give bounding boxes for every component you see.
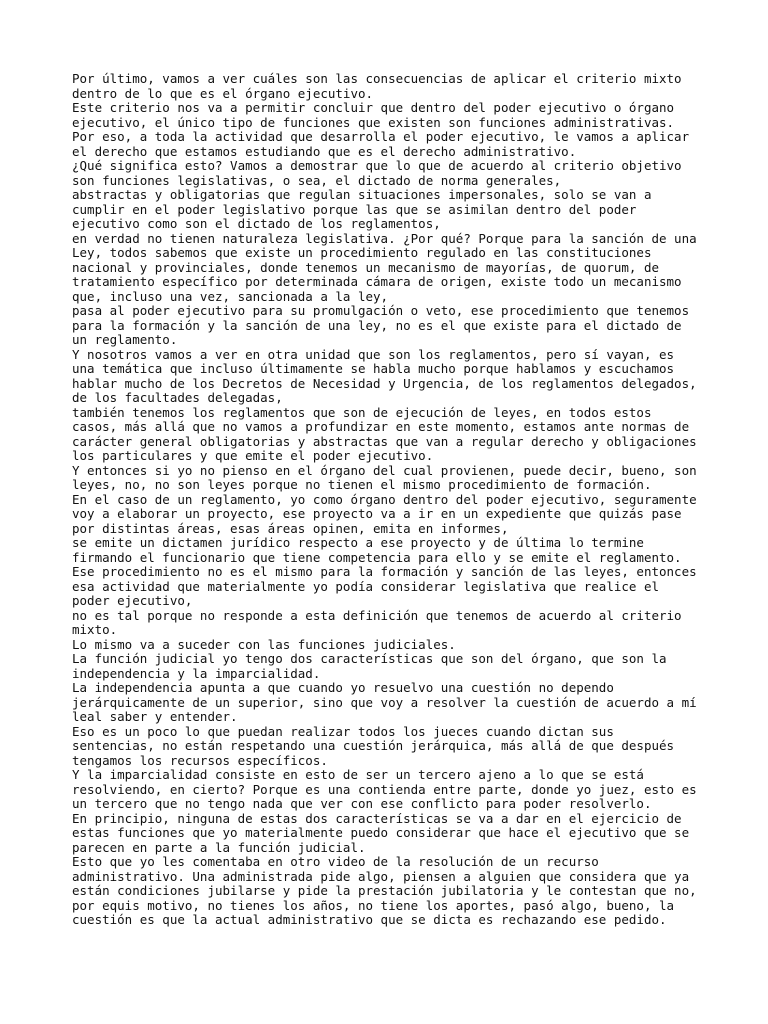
document-page: [72, 72, 712, 928]
paragraph-18: Eso es un poco lo que puedan realizar todos los jueces cuando dictan sus sentencias, no están respetando una cuestión jerárquica, más allá de que después tengamos los recursos específicos.: [72, 723, 675, 768]
paragraph-12: se emite un dictamen jurídico respecto a ese proyecto y de última lo termine firmando el funcionario que tiene competencia para ello y se emite el reglamento.: [72, 535, 682, 565]
paragraph-1: Por último, vamos a ver cuáles son las consecuencias de aplicar el criterio mixto dentro de lo que es el órgano ejecutivo.: [72, 71, 682, 101]
paragraph-13: Ese procedimiento no es el mismo para la formación y sanción de las leyes, entonces esa actividad que materialmente yo podía considerar legislativa que realice el poder ejecutivo,: [72, 564, 697, 608]
paragraph-5: abstractas y obligatorias que regulan situaciones impersonales, solo se van a cumplir en el poder legislativo porque las que se asimilan dentro del poder ejecutivo como son el dictado de los reglamentos,: [72, 187, 652, 231]
paragraph-8: Y nosotros vamos a ver en otra unidad que son los reglamentos, pero sí vayan, es una temática que incluso últimamente se habla mucho porque hablamos y escuchamos hablar mucho de los Decretos de Necesidad y Urgencia, de los reglamentos delegados, de los facultades delegadas,: [72, 346, 697, 405]
paragraph-15: Lo mismo va a suceder con las funciones judiciales.: [72, 636, 456, 652]
paragraph-9: también tenemos los reglamentos que son de ejecución de leyes, en todos estos casos, más allá que no vamos a profundizar en este momento, estamos ante normas de carácter general obligatorias y abstractas que van a regular derecho y obligaciones los particulares y que emite el poder ejecutivo.: [72, 404, 697, 463]
paragraph-2: Este criterio nos va a permitir concluir que dentro del poder ejecutivo o órgano ejecutivo, el único tipo de funciones que existen son funciones administrativas.: [72, 100, 675, 130]
paragraph-3: Por eso, a toda la actividad que desarrolla el poder ejecutivo, le vamos a aplicar el derecho que estamos estudiando que es el derecho administrativo.: [72, 129, 690, 159]
paragraph-11: En el caso de un reglamento, yo como órgano dentro del poder ejecutivo, seguramente voy a elaborar un proyecto, ese proyecto va a ir en un expediente que quizás pase por distintas áreas, esas áreas opinen, emita en informes,: [72, 491, 697, 536]
paragraph-21: Esto que yo les comentaba en otro video de la resolución de un recurso administrativo. Una administrada pide algo, piensen a alguien que considera que ya están condiciones jubilarse y pide la prestación jubilatoria y le contestan que no, por equis motivo, no tienes los años, no tiene los aportes, pasó algo, bueno, la cuestión es que la actual administrativo que se dicta es rechazando ese pedido.: [72, 854, 697, 927]
paragraph-17: La independencia apunta a que cuando yo resuelvo una cuestión no dependo jerárquicamente de un superior, sino que voy a resolver la cuestión de acuerdo a mí leal saber y entender.: [72, 680, 697, 724]
paragraph-7: pasa al poder ejecutivo para su promulgación o veto, ese procedimiento que tenemos para la formación y la sanción de una ley, no es el que existe para el dictado de un reglamento.: [72, 303, 690, 347]
paragraph-6: en verdad no tienen naturaleza legislativa. ¿Por qué? Porque para la sanción de una Ley, todos sabemos que existe un procedimiento regulado en las constituciones nacional y provinciales, donde tenemos un mecanismo de mayorías, de quorum, de tratamiento específico por determinada cámara de origen, existe todo un mecanismo que, incluso una vez, sancionada a la ley,: [72, 230, 697, 304]
paragraph-16: La función judicial yo tengo dos características que son del órgano, que son la independencia y la imparcialidad.: [72, 651, 667, 681]
paragraph-14: no es tal porque no responde a esta definición que tenemos de acuerdo al criterio mixto.: [72, 607, 682, 637]
paragraph-19: Y la imparcialidad consiste en esto de ser un tercero ajeno a lo que se está resolviendo, en cierto? Porque es una contienda entre parte, donde yo juez, esto es un tercero que no tengo nada que ver con ese conflicto para poder resolverlo.: [72, 767, 697, 811]
paragraph-10: Y entonces si yo no pienso en el órgano del cual provienen, puede decir, bueno, son leyes, no, no son leyes porque no tienen el mismo procedimiento de formación.: [72, 462, 697, 492]
paragraph-4: ¿Qué significa esto? Vamos a demostrar que lo que de acuerdo al criterio objetivo son funciones legislativas, o sea, el dictado de norma generales,: [72, 158, 682, 188]
paragraph-20: En principio, ninguna de estas dos características se va a dar en el ejercicio de estas funciones que yo materialmente puedo considerar que hace el ejecutivo que se parecen en parte a la función judicial.: [72, 810, 690, 855]
